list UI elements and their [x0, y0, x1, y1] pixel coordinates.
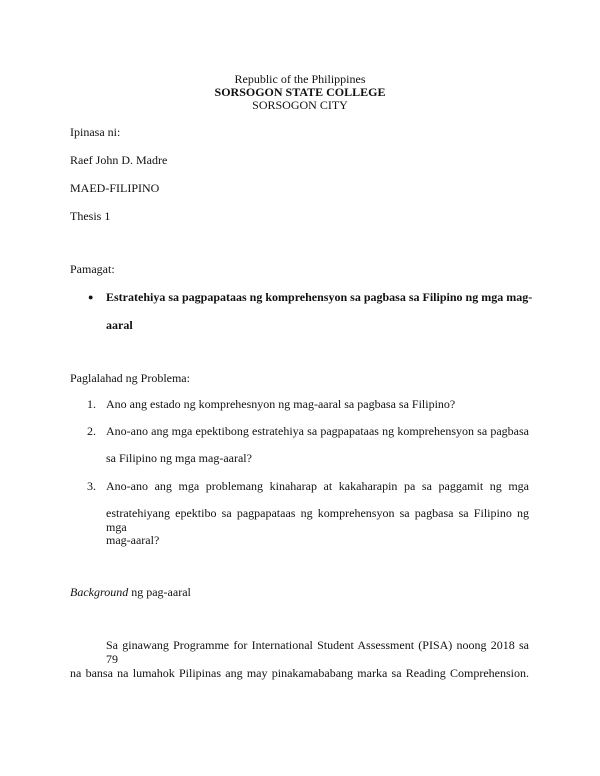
problem-line: Ano-ano ang mga problemang kinaharap at kakaharapin pa sa paggamit ng mga	[106, 479, 529, 493]
problem-line: Ano ang estado ng komprehesnyon ng mag-aaral sa pagbasa sa Filipino?	[106, 397, 456, 411]
background-heading	[70, 585, 191, 599]
background-heading-italic: Background	[70, 585, 129, 599]
problem-number: 2.	[87, 424, 96, 438]
background-heading-rest: ng pag-aaral	[128, 585, 191, 599]
submitted-label: Ipinasa ni:	[70, 125, 121, 139]
author-name: Raef John D. Madre	[70, 153, 168, 167]
problem-line: sa Filipino ng mga mag-aaral?	[106, 451, 252, 465]
course-name: Thesis 1	[70, 209, 111, 223]
problem-line: mag-aaral?	[106, 533, 160, 547]
background-paragraph-line2: na bansa na lumahok Pilipinas ang may pinakamababang marka sa Reading Comprehension.	[70, 666, 529, 680]
header-city: SORSOGON CITY	[252, 98, 348, 112]
background-paragraph-line1: Sa ginawang Programme for International Student Assessment (PISA) noong 2018 sa 79	[106, 638, 529, 666]
thesis-title-line2: aaral	[106, 318, 133, 332]
problem-number: 1.	[87, 397, 96, 411]
bullet-icon: ●	[88, 292, 94, 302]
problem-line: estratehiyang epektibo sa pagpapataas ng komprehensyon sa pagbasa sa Filipino ng mga	[106, 506, 529, 534]
problem-number: 3.	[87, 479, 96, 493]
title-label: Pamagat:	[70, 262, 115, 276]
problem-label: Paglalahad ng Problema:	[70, 371, 190, 385]
program-name: MAED-FILIPINO	[70, 181, 160, 195]
header-college: SORSOGON STATE COLLEGE	[214, 85, 386, 99]
header-republic: Republic of the Philippines	[234, 72, 366, 86]
problem-line: Ano-ano ang mga epektibong estratehiya sa pagpapataas ng komprehensyon sa pagbasa	[106, 424, 529, 438]
thesis-title-line1: Estratehiya sa pagpapataas ng komprehensyon sa pagbasa sa Filipino ng mga mag-	[106, 290, 533, 304]
